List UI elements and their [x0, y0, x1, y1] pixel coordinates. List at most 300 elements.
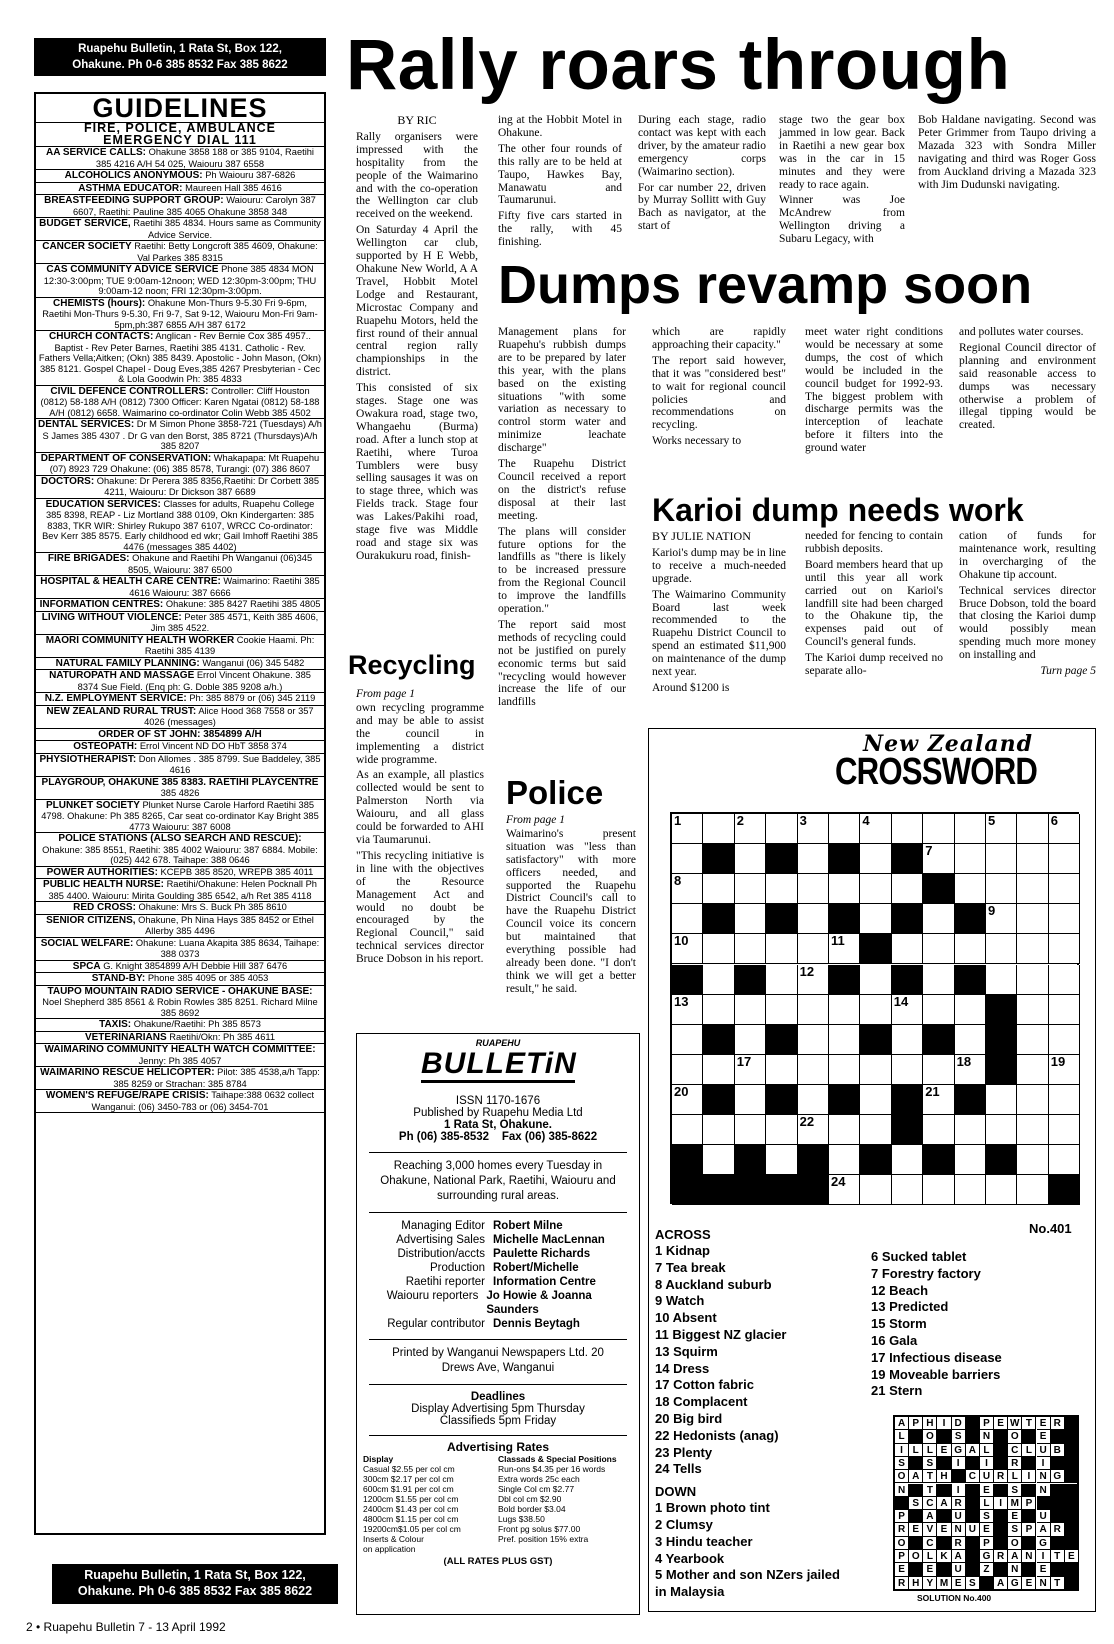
crossword-cell[interactable]	[672, 844, 703, 874]
guidelines-directory	[34, 92, 326, 1535]
clue-number: 10	[674, 933, 689, 949]
crossword-cell[interactable]	[798, 1115, 829, 1145]
crossword-cell[interactable]	[986, 1085, 1017, 1115]
crossword-cell[interactable]	[860, 844, 891, 874]
crossword-cell[interactable]	[860, 904, 891, 934]
crossword-cell[interactable]	[892, 1175, 923, 1205]
crossword-cell[interactable]	[672, 1115, 703, 1145]
down-title: DOWN	[655, 1484, 697, 1500]
masthead-box	[356, 1033, 640, 1615]
solution-cell: L	[923, 1550, 937, 1563]
solution-cell	[1065, 1457, 1079, 1470]
crossword-cell[interactable]	[735, 844, 766, 874]
guideline-entry	[36, 670, 324, 693]
down-clue: 3 Hindu teacher	[655, 1533, 753, 1549]
crossword-cell[interactable]	[986, 844, 1017, 874]
crossword-cell[interactable]	[923, 965, 954, 995]
staff-name: Robert/Michelle	[493, 1262, 579, 1274]
rally-col-5	[918, 114, 1096, 194]
crossword-cell[interactable]	[986, 965, 1017, 995]
guideline-entry	[36, 741, 324, 754]
guideline-heading: DOCTORS:	[41, 475, 95, 487]
down2-list	[871, 1249, 1091, 1400]
crossword-cell[interactable]	[703, 965, 734, 995]
footer-banner	[52, 1564, 338, 1604]
crossword-cell[interactable]	[735, 874, 766, 904]
across-title: ACROSS	[655, 1227, 711, 1242]
solution-cell: S	[895, 1457, 909, 1470]
crossword-number: No.401	[1029, 1221, 1072, 1236]
crossword-block	[798, 1175, 829, 1205]
guideline-entry	[36, 476, 324, 499]
solution-cell: E	[1022, 1577, 1036, 1590]
solution-cell: E	[980, 1523, 994, 1536]
guideline-entry	[36, 241, 324, 264]
crossword-cell[interactable]	[1017, 904, 1048, 934]
guideline-heading: FIRE, POLICE, AMBULANCE EMERGENCY DIAL 111	[84, 121, 276, 147]
crossword-cell[interactable]	[860, 1175, 891, 1205]
classad-rate: Single Col cm $2.77	[498, 1484, 575, 1494]
crossword-cell[interactable]	[766, 965, 797, 995]
crossword-cell[interactable]	[1017, 995, 1048, 1025]
solution-cell: S	[952, 1430, 966, 1443]
crossword-cell[interactable]	[766, 814, 797, 844]
solution-cell	[966, 1550, 980, 1563]
crossword-cell[interactable]	[735, 995, 766, 1025]
masthead-logo: BULLETiN	[421, 1048, 575, 1083]
down-list	[655, 1500, 855, 1601]
solution-cell: A	[895, 1417, 909, 1430]
crossword-cell[interactable]	[829, 1175, 860, 1205]
crossword-cell[interactable]	[923, 904, 954, 934]
solution-cell	[994, 1484, 1008, 1497]
crossword-cell[interactable]	[1017, 1175, 1048, 1205]
crossword-cell[interactable]	[955, 1025, 986, 1055]
crossword-cell[interactable]	[986, 874, 1017, 904]
solution-cell: T	[1051, 1577, 1065, 1590]
crossword-cell[interactable]	[1049, 1115, 1080, 1145]
crossword-cell[interactable]	[672, 934, 703, 964]
recycling-para: own recycling programme and may be able to assist the council in implementing a district wide programme.	[356, 701, 484, 766]
solution-cell: H	[909, 1577, 923, 1590]
guideline-entry	[36, 706, 324, 729]
rally-para: Winner was Joe McAndrew from Wellington driving a Subaru Legacy, with	[779, 194, 905, 246]
guideline-heading: N.Z. EMPLOYMENT SERVICE:	[44, 693, 187, 704]
crossword-cell[interactable]	[1017, 1085, 1048, 1115]
guideline-details: Ohakune: Luana Akapita 385 8634, Taihape: 388 0373	[135, 937, 320, 959]
crossword-cell[interactable]	[955, 1115, 986, 1145]
crossword-cell[interactable]	[892, 814, 923, 844]
crossword-cell[interactable]	[955, 1055, 986, 1085]
crossword-cell[interactable]	[1017, 1115, 1048, 1145]
crossword-cell[interactable]	[829, 1115, 860, 1145]
guideline-details: Peter 385 4571, Keith 385 4606, Jim 385 4522.	[150, 611, 319, 633]
solution-cell: E	[909, 1523, 923, 1536]
crossword-cell[interactable]	[955, 844, 986, 874]
crossword-cell[interactable]	[735, 1055, 766, 1085]
crossword-cell[interactable]	[955, 1175, 986, 1205]
crossword-block	[735, 1145, 766, 1175]
crossword-cell[interactable]	[703, 1145, 734, 1175]
classad-rate: Run-ons $4.35 per 16 words	[498, 1464, 606, 1474]
down-clue: 16 Gala	[871, 1332, 918, 1348]
dumps-para: The report said most methods of recycling could not be justified on purely economic terms but said "recycling would however increase the life of our landfills	[498, 618, 626, 709]
solution-cell: N	[1037, 1484, 1051, 1497]
crossword-cell[interactable]	[892, 1055, 923, 1085]
crossword-cell[interactable]	[1049, 1025, 1080, 1055]
solution-cell: G	[1008, 1577, 1022, 1590]
solution-cell: H	[937, 1470, 951, 1483]
crossword-cell[interactable]	[986, 904, 1017, 934]
guideline-heading: CANCER SOCIETY	[42, 241, 132, 252]
crossword-cell[interactable]	[703, 1055, 734, 1085]
guideline-heading: OSTEOPATH:	[73, 741, 138, 752]
karioi-turn-page: Turn page 5	[1040, 665, 1096, 678]
crossword-cell[interactable]	[703, 1115, 734, 1145]
crossword-cell[interactable]	[1049, 874, 1080, 904]
karioi-para: The Waimarino Community Board last week recommended to the Ruapehu District Council to spend an estimated $11,900 on maintenance of the dump next year.	[652, 588, 786, 679]
staff-role: Waiouru reporters	[386, 1290, 479, 1302]
solution-cell: N	[1037, 1470, 1051, 1483]
guideline-details: Ph Waiouru 387-6826	[205, 170, 296, 180]
crossword-cell[interactable]	[1017, 874, 1048, 904]
guideline-heading: EDUCATION SERVICES:	[45, 498, 161, 510]
clue-number: 18	[956, 1053, 972, 1069]
solution-cell	[937, 1510, 951, 1523]
guideline-entry	[36, 331, 324, 386]
crossword-cell[interactable]	[1049, 995, 1080, 1025]
crossword-cell[interactable]	[860, 1055, 891, 1085]
crossword-cell[interactable]	[955, 874, 986, 904]
crossword-grid	[670, 812, 1079, 1204]
karioi-para: Karioi's dump may be in line to receive a much-needed upgrade.	[652, 546, 786, 585]
crossword-cell[interactable]	[829, 934, 860, 964]
crossword-block	[860, 1145, 891, 1175]
crossword-cell[interactable]	[829, 874, 860, 904]
crossword-cell[interactable]	[1049, 904, 1080, 934]
crossword-cell[interactable]	[766, 1115, 797, 1145]
solution-cell: C	[923, 1497, 937, 1510]
solution-cell	[1065, 1537, 1079, 1550]
clue-number: 13	[674, 993, 689, 1009]
crossword-cell[interactable]	[986, 1175, 1017, 1205]
guideline-heading: NATUROPATH AND MASSAGE	[49, 670, 195, 681]
karioi-para: cation of funds for maintenance work, resulting in overcharging of the Ohakune tip account.	[959, 530, 1096, 581]
crossword-cell[interactable]	[1049, 934, 1080, 964]
display-rate: 2400cm $1.43 per col cm	[363, 1504, 459, 1514]
solution-cell: V	[923, 1523, 937, 1536]
solution-cell: N	[1022, 1550, 1036, 1563]
guideline-details: Ohakune Mon-Thurs 9-5.30 Fri 9-6pm, Raetihi Mon-Thurs 9-5.30, Fri 9-7, Sat 9-12, Waiouru Mon-Fri 9am-5pm,ph:387 6855 A/H 387 6172	[42, 297, 318, 330]
crossword-cell[interactable]	[798, 904, 829, 934]
crossword-cell[interactable]	[735, 814, 766, 844]
crossword-cell[interactable]	[798, 844, 829, 874]
staff-name: Paulette Richards	[493, 1248, 591, 1260]
crossword-block	[892, 965, 923, 995]
crossword-cell[interactable]	[798, 1025, 829, 1055]
deadlines-title: Deadlines	[470, 1391, 526, 1403]
rally-para: On Saturday 4 April the Wellington car club, supported by H E Webb, Ohakune New World, A A Travel, Hobbit Motel Lodge and Restaurant, Microstac Company and Ruapehu Motors, held the first round of their annual central region rally championships in the district.	[356, 224, 478, 379]
guideline-entry	[36, 693, 324, 706]
crossword-cell[interactable]	[672, 1055, 703, 1085]
crossword-cell[interactable]	[1049, 1145, 1080, 1175]
across-clue: 1 Kidnap	[655, 1243, 710, 1258]
solution-cell: D	[952, 1417, 966, 1430]
down-clue: 13 Predicted	[871, 1299, 949, 1315]
crossword-cell[interactable]	[860, 1115, 891, 1145]
solution-cell: I	[937, 1417, 951, 1430]
crossword-cell[interactable]	[798, 1055, 829, 1085]
rally-para: Bob Haldane navigating. Second was Peter Grimmer from Taupo driving a Mazada 323 with Sondra Miller navigating and third was Roger Goss from Auckland driving a Mazada 323 with Jim Dudunski navigating.	[918, 114, 1096, 191]
solution-cell: N	[1037, 1577, 1051, 1590]
guideline-entry	[36, 915, 324, 938]
karioi-para: Around $1200 is	[652, 681, 730, 694]
crossword-cell[interactable]	[892, 874, 923, 904]
solution-cell: R	[994, 1550, 1008, 1563]
crossword-cell[interactable]	[1049, 1055, 1080, 1085]
karioi-para: The Karioi dump received no separate allo-	[805, 652, 943, 678]
solution-cell: S	[1008, 1523, 1022, 1536]
clue-number: 3	[799, 813, 807, 828]
recycling-para: "This recycling initiative is in line with the objectives of the Resource Management Act and would no doubt be encouraged by the Regional Council," said technical services director Bruce Dobson in his report.	[356, 849, 484, 966]
crossword-cell[interactable]	[829, 1145, 860, 1175]
crossword-cell[interactable]	[735, 904, 766, 934]
staff-name: Dennis Beytagh	[493, 1318, 580, 1330]
guideline-heading: INFORMATION CENTRES:	[39, 599, 164, 610]
solution-cell: U	[952, 1563, 966, 1576]
crossword-block	[829, 904, 860, 934]
solution-cell	[966, 1484, 980, 1497]
crossword-cell[interactable]	[955, 995, 986, 1025]
crossword-cell[interactable]	[672, 874, 703, 904]
crossword-cell[interactable]	[1017, 1145, 1048, 1175]
guideline-details: Waiouru: Carolyn 387 6607, Raetihi: Pauline 385 4065 Ohakune 3858 348	[72, 195, 316, 217]
crossword-block	[892, 1115, 923, 1145]
dumps-col-3	[805, 326, 943, 458]
guideline-heading: TAUPO MOUNTAIN RADIO SERVICE - OHAKUNE BASE:	[47, 985, 313, 997]
clue-number: 8	[674, 873, 682, 889]
guideline-details: Classes for adults, Ruapehu College 385 8398, REAP - Liz Mortland 388 0109, Okn Kindergarten: 385 8383, TKR WIR: Shirley Rukupo 387 6107, WRCC Co-ordinator: Bev Kerr 385 8575. Early childhood ed wkr; Gail Imhoff Raetihi 385 4476 (messages 385 4402)	[42, 498, 318, 552]
staff-name: Jo Howie & Joanna Saunders	[486, 1290, 592, 1316]
crossword-cell[interactable]	[892, 1025, 923, 1055]
dumps-para: The plans will consider future options for the landfills as "there is likely to be increased pressure from the Regional Council to improve the landfills operation."	[498, 525, 626, 616]
rally-headline: Rally roars through	[346, 26, 1011, 105]
karioi-byline: BY JULIE NATION	[652, 529, 751, 543]
solution-cell: R	[1051, 1417, 1065, 1430]
guideline-details: Ohakune and Raetihi Ph Wanganui (06)345 8505, Waiouru: 387 6500	[127, 553, 313, 575]
solution-cell	[1065, 1510, 1079, 1523]
crossword-cell[interactable]	[860, 995, 891, 1025]
crossword-cell[interactable]	[735, 934, 766, 964]
crossword-cell[interactable]	[798, 995, 829, 1025]
guideline-entry	[36, 386, 324, 420]
guidelines-title: GUIDELINES	[36, 94, 324, 123]
crossword-block	[986, 1025, 1017, 1055]
crossword-cell[interactable]	[703, 995, 734, 1025]
crossword-cell[interactable]	[923, 1175, 954, 1205]
solution-cell: R	[952, 1537, 966, 1550]
staff-role: Distribution/accts	[397, 1248, 485, 1260]
crossword-cell[interactable]	[923, 844, 954, 874]
crossword-cell[interactable]	[860, 965, 891, 995]
crossword-cell[interactable]	[672, 1085, 703, 1115]
rates-table	[357, 1454, 639, 1554]
crossword-cell[interactable]	[672, 1025, 703, 1055]
guideline-details: Raetihi 385 4834. Hours same as Community Advice Service.	[133, 218, 321, 240]
crossword-cell[interactable]	[923, 814, 954, 844]
solution-cell	[994, 1537, 1008, 1550]
staff-row	[357, 1247, 639, 1261]
crossword-block	[798, 1145, 829, 1175]
crossword-cell[interactable]	[798, 934, 829, 964]
down-clue: 12 Beach	[871, 1282, 929, 1298]
crossword-cell[interactable]	[892, 995, 923, 1025]
crossword-cell[interactable]	[703, 934, 734, 964]
crossword-cell[interactable]	[798, 1085, 829, 1115]
crossword-cell[interactable]	[1017, 1025, 1048, 1055]
solution-cell	[1022, 1563, 1036, 1576]
solution-cell: L	[980, 1497, 994, 1510]
crossword-cell[interactable]	[860, 1085, 891, 1115]
guideline-details: KCEPB 385 8520, WREPB 385 4011	[160, 866, 314, 877]
solution-cell	[994, 1457, 1008, 1470]
crossword-cell[interactable]	[1049, 1085, 1080, 1115]
solution-cell: I	[980, 1457, 994, 1470]
crossword-cell[interactable]	[986, 934, 1017, 964]
crossword-cell[interactable]	[986, 814, 1017, 844]
crossword-cell[interactable]	[829, 1055, 860, 1085]
down-clue: 15 Storm	[871, 1316, 927, 1332]
solution-cell: U	[966, 1523, 980, 1536]
crossword-cell[interactable]	[798, 965, 829, 995]
footer-banner-line2: Ohakune. Ph 0-6 385 8532 Fax 385 8622	[77, 1584, 313, 1598]
guideline-entry	[36, 961, 324, 974]
staff-role: Advertising Sales	[396, 1234, 485, 1246]
crossword-cell[interactable]	[766, 934, 797, 964]
crossword-cell[interactable]	[703, 874, 734, 904]
crossword-cell[interactable]	[1017, 965, 1048, 995]
guideline-heading: CIVIL DEFENCE CONTROLLERS:	[50, 385, 209, 397]
solution-cell	[1065, 1563, 1079, 1576]
rally-col-3	[638, 114, 766, 236]
page-folio: 2 • Ruapehu Bulletin 7 - 13 April 1992	[26, 1620, 226, 1634]
crossword-cell[interactable]	[703, 814, 734, 844]
guideline-entry	[36, 264, 324, 298]
crossword-cell[interactable]	[1049, 965, 1080, 995]
crossword-block	[766, 844, 797, 874]
crossword-cell[interactable]	[829, 814, 860, 844]
crossword-cell[interactable]	[1049, 814, 1080, 844]
crossword-cell[interactable]	[735, 1085, 766, 1115]
solution-cell	[937, 1537, 951, 1550]
crossword-cell[interactable]	[798, 814, 829, 844]
solution-cell	[909, 1457, 923, 1470]
guideline-details: Waimarino: Raetihi 385 4616 Waiouru: 387 6666	[129, 576, 320, 598]
guideline-heading: SOCIAL WELFARE:	[40, 937, 134, 949]
crossword-cell[interactable]	[798, 874, 829, 904]
crossword-cell[interactable]	[923, 1115, 954, 1145]
crossword-cell[interactable]	[1049, 844, 1080, 874]
crossword-cell[interactable]	[955, 814, 986, 844]
display-rate: on application	[363, 1544, 416, 1554]
solution-cell: L	[980, 1444, 994, 1457]
solution-cell: Y	[923, 1577, 937, 1590]
crossword-cell[interactable]	[1017, 1055, 1048, 1085]
staff-row	[357, 1275, 639, 1289]
crossword-cell[interactable]	[829, 1025, 860, 1055]
crossword-cell[interactable]	[923, 1085, 954, 1115]
solution-cell: O	[909, 1550, 923, 1563]
crossword-cell[interactable]	[766, 1055, 797, 1085]
guideline-heading: DENTAL SERVICES:	[38, 419, 135, 430]
solution-cell: A	[923, 1510, 937, 1523]
crossword-cell[interactable]	[923, 934, 954, 964]
crossword-cell[interactable]	[1017, 844, 1048, 874]
guideline-heading: MAORI COMMUNITY HEALTH WORKER	[45, 634, 235, 646]
solution-cell	[966, 1497, 980, 1510]
crossword-cell[interactable]	[892, 1145, 923, 1175]
guideline-heading: POLICE STATIONS (ALSO SEARCH AND RESCUE):	[58, 833, 302, 844]
crossword-cell[interactable]	[766, 874, 797, 904]
crossword-cell[interactable]	[860, 814, 891, 844]
across-clue: 10 Absent	[655, 1310, 717, 1326]
crossword-cell[interactable]	[672, 814, 703, 844]
crossword-cell[interactable]	[1017, 934, 1048, 964]
solution-cell	[909, 1537, 923, 1550]
crossword-cell[interactable]	[955, 934, 986, 964]
deadline-display: Display Advertising 5pm Thursday	[411, 1403, 585, 1415]
crossword-cell[interactable]	[955, 1145, 986, 1175]
solution-cell: E	[937, 1523, 951, 1536]
guideline-heading: ORDER OF ST JOHN: 3854899 A/H	[98, 728, 262, 740]
solution-cell: C	[923, 1537, 937, 1550]
solution-cell	[1065, 1523, 1079, 1536]
crossword-cell[interactable]	[735, 1115, 766, 1145]
solution-cell: A	[937, 1497, 951, 1510]
solution-cell: I	[952, 1457, 966, 1470]
crossword-cell[interactable]	[672, 904, 703, 934]
solution-cell	[937, 1457, 951, 1470]
staff-role: Regular contributor	[387, 1318, 485, 1330]
crossword-cell[interactable]	[672, 995, 703, 1025]
crossword-cell[interactable]	[986, 1115, 1017, 1145]
crossword-cell[interactable]	[766, 995, 797, 1025]
solution-cell: U	[980, 1470, 994, 1483]
guideline-entry	[36, 147, 324, 170]
solution-cell: P	[980, 1417, 994, 1430]
crossword-panel	[648, 728, 1096, 1612]
crossword-cell[interactable]	[735, 1025, 766, 1055]
across-clues	[655, 1227, 855, 1601]
crossword-cell[interactable]	[892, 934, 923, 964]
dumps-para: The Ruapehu District Council received a report on the district's refuse disposal at their last meeting.	[498, 458, 626, 522]
crossword-cell[interactable]	[860, 874, 891, 904]
crossword-cell[interactable]	[766, 1145, 797, 1175]
guideline-entry	[36, 1019, 324, 1032]
guideline-details: Taihape:388 0632 collect Wanganui: (06) 3450-783 or (06) 3454-701	[91, 1090, 315, 1112]
guideline-details: Ohakune/Raetihi: Ph 385 8573	[133, 1019, 261, 1029]
solution-cell: T	[1051, 1550, 1065, 1563]
solution-cell: L	[923, 1444, 937, 1457]
dumps-para: Management plans for Ruapehu's rubbish dumps are to be prepared by later this year, with the plans based on the existing situations "with some variation as necessary to control storm water and minimize leachate discharge"	[498, 326, 626, 455]
crossword-cell[interactable]	[923, 995, 954, 1025]
crossword-cell[interactable]	[829, 995, 860, 1025]
solution-cell: E	[1037, 1430, 1051, 1443]
solution-cell: E	[1008, 1510, 1022, 1523]
crossword-cell[interactable]	[923, 1055, 954, 1085]
guideline-heading: SENIOR CITIZENS,	[46, 914, 136, 926]
crossword-cell[interactable]	[1017, 814, 1048, 844]
